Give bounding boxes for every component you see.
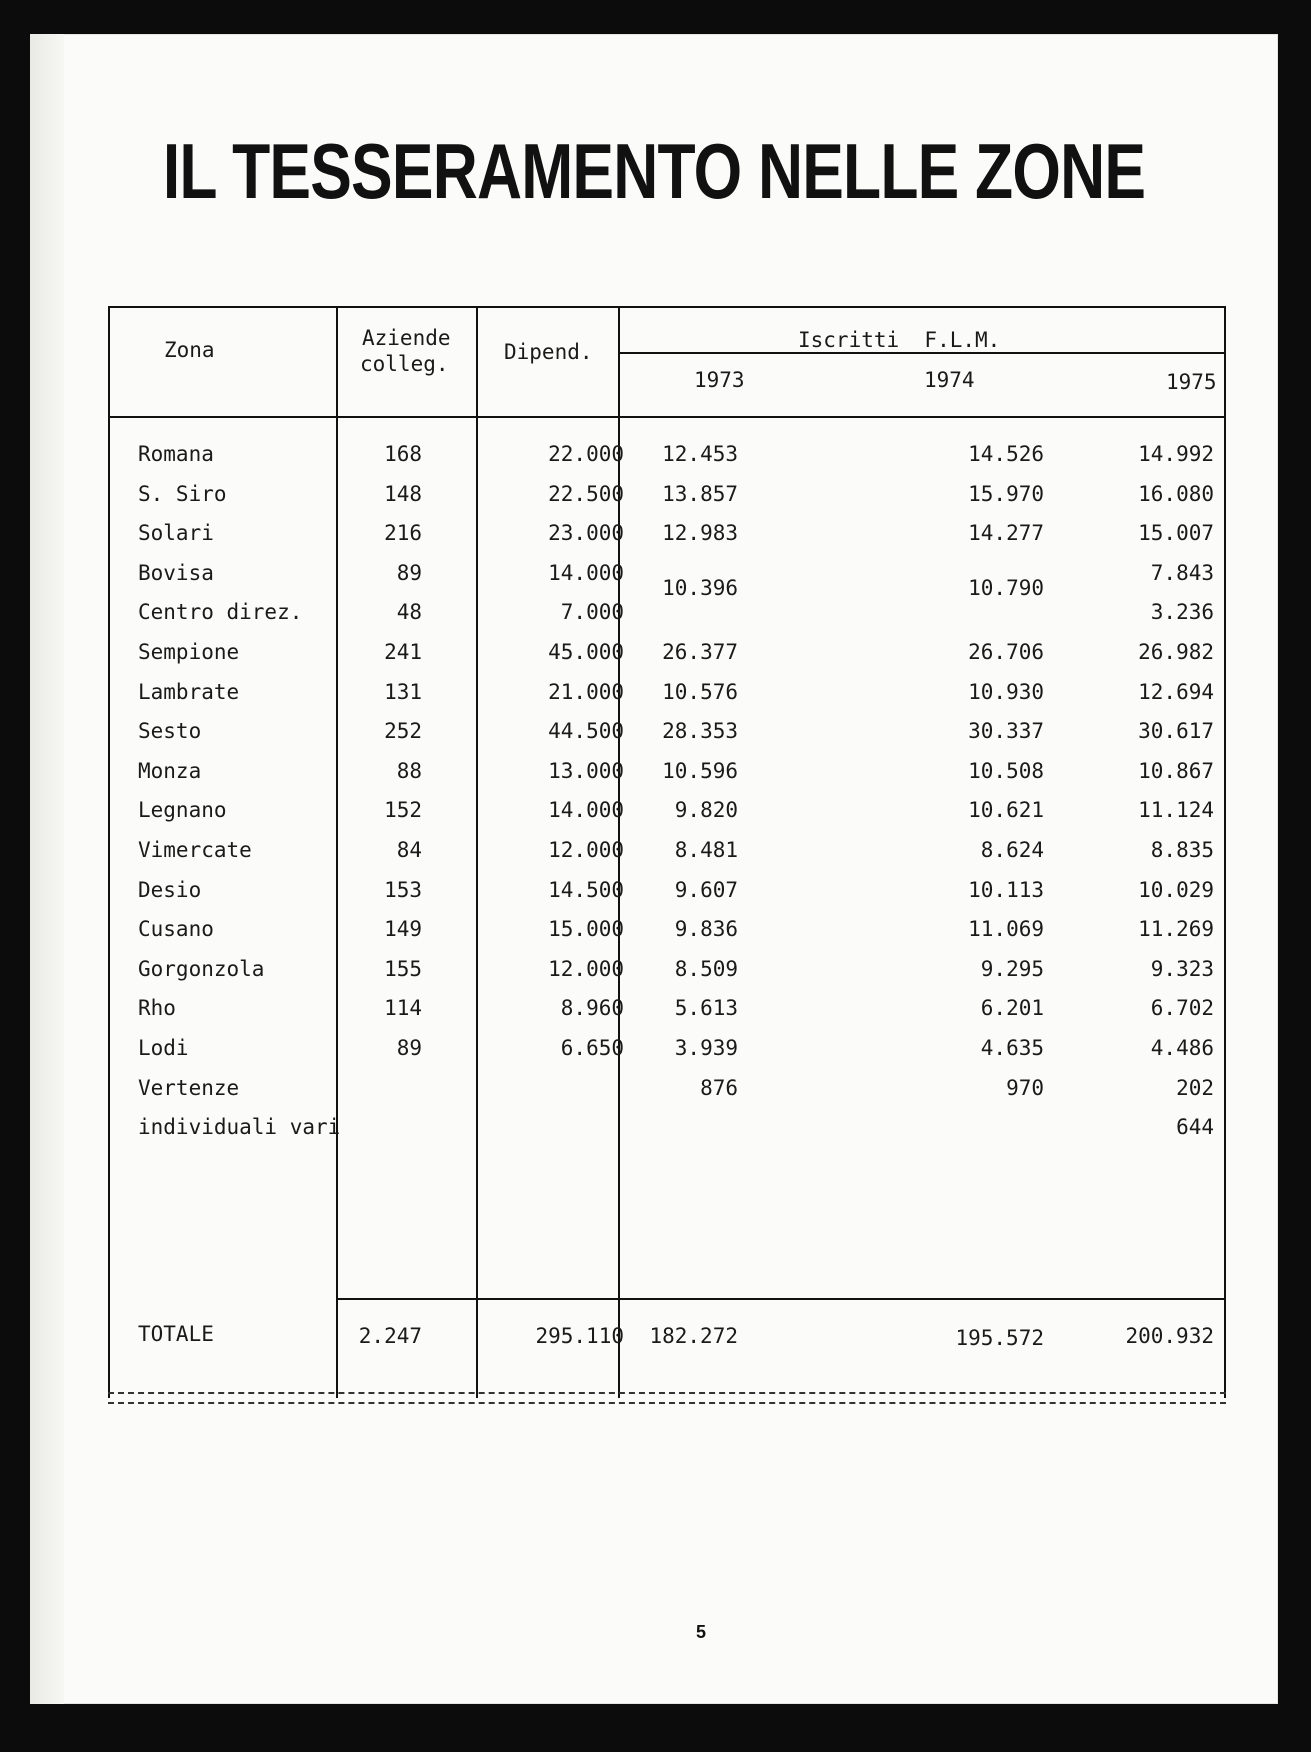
table-left-border xyxy=(108,306,110,1398)
table-cell-zona: Lambrate xyxy=(138,680,240,704)
table-cell-zona: individuali vari xyxy=(138,1115,341,1139)
total-label: TOTALE xyxy=(138,1322,214,1346)
table-cell-y1974: 30.337 xyxy=(968,719,1044,743)
total-aziende: 2.247 xyxy=(358,1324,422,1348)
table-cell-aziende: 148 xyxy=(384,482,422,506)
table-right-border xyxy=(1224,306,1226,1398)
table-cell-aziende: 89 xyxy=(396,561,422,585)
table-cell-y1975: 10.029 xyxy=(1138,878,1214,902)
membership-table xyxy=(108,306,1226,1414)
table-cell-y1973: 28.353 xyxy=(662,719,738,743)
table-cell-dipend: 14.000 xyxy=(548,561,624,585)
table-cell-zona: Romana xyxy=(138,442,214,466)
table-cell-y1973: 26.377 xyxy=(662,640,738,664)
table-cell-zona: Vertenze xyxy=(138,1076,240,1100)
table-cell-y1973: 12.453 xyxy=(662,442,738,466)
page-number: 5 xyxy=(696,1622,707,1642)
table-cell-y1974: 15.970 xyxy=(968,482,1044,506)
table-cell-aziende: 252 xyxy=(384,719,422,743)
table-cell-y1974: 10.930 xyxy=(968,680,1044,704)
table-cell-dipend: 14.500 xyxy=(548,878,624,902)
table-cell-y1973: 5.613 xyxy=(674,996,738,1020)
table-cell-y1973: 9.607 xyxy=(674,878,738,902)
table-cell-aziende: 149 xyxy=(384,917,422,941)
header-aziende-line2: colleg. xyxy=(360,352,449,376)
table-cell-y1975: 10.867 xyxy=(1138,759,1214,783)
table-cell-y1974: 8.624 xyxy=(980,838,1044,862)
table-cell-aziende: 131 xyxy=(384,680,422,704)
table-cell-y1973: 8.481 xyxy=(674,838,738,862)
header-iscritti-flm: Iscritti F.L.M. xyxy=(798,328,1001,352)
table-cell-dipend: 23.000 xyxy=(548,521,624,545)
table-cell-dipend: 21.000 xyxy=(548,680,624,704)
table-cell-aziende: 241 xyxy=(384,640,422,664)
table-cell-zona: Vimercate xyxy=(138,838,252,862)
bovisa-centro-1973: 10.396 xyxy=(662,576,738,600)
table-cell-y1973: 876 xyxy=(700,1076,738,1100)
bovisa-centro-1974: 10.790 xyxy=(968,576,1044,600)
total-dipend: 295.110 xyxy=(535,1324,624,1348)
table-cell-y1974: 14.277 xyxy=(968,521,1044,545)
table-cell-zona: Bovisa xyxy=(138,561,214,585)
header-aziende-line1: Aziende xyxy=(362,326,451,350)
table-cell-zona: Legnano xyxy=(138,798,227,822)
table-cell-y1975: 202 xyxy=(1176,1076,1214,1100)
table-cell-zona: S. Siro xyxy=(138,482,227,506)
table-cell-dipend: 44.500 xyxy=(548,719,624,743)
table-cell-zona: Sesto xyxy=(138,719,202,743)
table-cell-y1974: 9.295 xyxy=(980,957,1044,981)
table-cell-y1975: 4.486 xyxy=(1150,1036,1214,1060)
total-1975: 200.932 xyxy=(1125,1324,1214,1348)
table-cell-y1974: 11.069 xyxy=(968,917,1044,941)
table-cell-dipend: 45.000 xyxy=(548,640,624,664)
table-cell-dipend: 15.000 xyxy=(548,917,624,941)
total-top-border xyxy=(336,1298,1226,1300)
table-cell-aziende: 84 xyxy=(396,838,422,862)
table-cell-y1975: 14.992 xyxy=(1138,442,1214,466)
page-title: IL TESSERAMENTO NELLE ZONE xyxy=(162,127,1146,215)
table-cell-y1973: 9.820 xyxy=(674,798,738,822)
table-cell-dipend: 12.000 xyxy=(548,838,624,862)
table-cell-aziende: 155 xyxy=(384,957,422,981)
table-cell-zona: Cusano xyxy=(138,917,214,941)
table-cell-dipend: 7.000 xyxy=(560,600,624,624)
table-cell-y1975: 30.617 xyxy=(1138,719,1214,743)
header-zona: Zona xyxy=(164,338,215,362)
double-underline xyxy=(108,1392,1226,1404)
table-cell-y1975: 644 xyxy=(1176,1115,1214,1139)
table-cell-dipend: 6.650 xyxy=(560,1036,624,1060)
table-cell-y1975: 6.702 xyxy=(1150,996,1214,1020)
table-cell-zona: Gorgonzola xyxy=(138,957,265,981)
table-cell-dipend: 22.000 xyxy=(548,442,624,466)
table-cell-zona: Solari xyxy=(138,521,214,545)
header-year-1975: 1975 xyxy=(1166,370,1217,394)
table-cell-y1975: 3.236 xyxy=(1150,600,1214,624)
table-cell-y1973: 12.983 xyxy=(662,521,738,545)
table-cell-y1975: 8.835 xyxy=(1150,838,1214,862)
table-cell-aziende: 168 xyxy=(384,442,422,466)
table-cell-aziende: 88 xyxy=(396,759,422,783)
table-cell-zona: Monza xyxy=(138,759,202,783)
table-cell-y1974: 4.635 xyxy=(980,1036,1044,1060)
table-cell-y1973: 8.509 xyxy=(674,957,738,981)
table-cell-zona: Desio xyxy=(138,878,202,902)
header-dipend: Dipend. xyxy=(504,340,593,364)
table-cell-zona: Centro direz. xyxy=(138,600,303,624)
table-cell-zona: Lodi xyxy=(138,1036,189,1060)
table-cell-y1975: 7.843 xyxy=(1150,561,1214,585)
table-cell-y1974: 10.621 xyxy=(968,798,1044,822)
table-cell-zona: Rho xyxy=(138,996,176,1020)
table-cell-y1975: 11.269 xyxy=(1138,917,1214,941)
table-cell-aziende: 216 xyxy=(384,521,422,545)
table-cell-dipend: 22.500 xyxy=(548,482,624,506)
table-cell-zona: Sempione xyxy=(138,640,240,664)
total-1974: 195.572 xyxy=(955,1326,1044,1350)
table-cell-y1974: 26.706 xyxy=(968,640,1044,664)
table-cell-dipend: 12.000 xyxy=(548,957,624,981)
table-cell-y1973: 3.939 xyxy=(674,1036,738,1060)
document-page xyxy=(30,34,1278,1704)
table-cell-y1974: 14.526 xyxy=(968,442,1044,466)
table-cell-aziende: 114 xyxy=(384,996,422,1020)
table-cell-y1975: 11.124 xyxy=(1138,798,1214,822)
table-cell-y1974: 10.113 xyxy=(968,878,1044,902)
table-cell-aziende: 89 xyxy=(396,1036,422,1060)
table-cell-dipend: 8.960 xyxy=(560,996,624,1020)
table-cell-aziende: 153 xyxy=(384,878,422,902)
table-cell-y1973: 10.576 xyxy=(662,680,738,704)
table-cell-y1975: 15.007 xyxy=(1138,521,1214,545)
table-cell-y1974: 970 xyxy=(1006,1076,1044,1100)
page-binding-edge xyxy=(30,34,64,1704)
header-year-1974: 1974 xyxy=(924,368,975,392)
table-cell-dipend: 13.000 xyxy=(548,759,624,783)
table-cell-y1975: 16.080 xyxy=(1138,482,1214,506)
table-cell-aziende: 48 xyxy=(396,600,422,624)
table-cell-y1973: 9.836 xyxy=(674,917,738,941)
header-bottom-border xyxy=(108,416,1226,418)
table-cell-aziende: 152 xyxy=(384,798,422,822)
table-top-border xyxy=(108,306,1226,308)
total-1973: 182.272 xyxy=(649,1324,738,1348)
table-cell-y1975: 9.323 xyxy=(1150,957,1214,981)
table-cell-y1975: 26.982 xyxy=(1138,640,1214,664)
table-cell-y1973: 10.596 xyxy=(662,759,738,783)
table-cell-y1973: 13.857 xyxy=(662,482,738,506)
header-year-1973: 1973 xyxy=(694,368,745,392)
table-cell-y1975: 12.694 xyxy=(1138,680,1214,704)
table-cell-dipend: 14.000 xyxy=(548,798,624,822)
table-cell-y1974: 6.201 xyxy=(980,996,1044,1020)
table-cell-y1974: 10.508 xyxy=(968,759,1044,783)
